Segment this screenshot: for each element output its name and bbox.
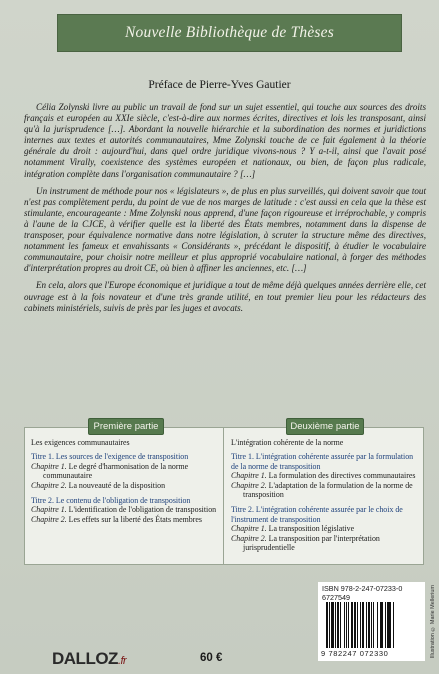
chapter-label: Chapitre 1. [31, 505, 67, 515]
part2-toc [231, 438, 421, 552]
chapter-label: Chapitre 2. [231, 480, 267, 490]
barcode [326, 602, 420, 648]
publisher-logo [52, 649, 126, 669]
part1-tab: Première partie [88, 418, 164, 435]
part2-t1-chapter2 [231, 481, 421, 500]
chapter-label: Chapitre 1. [31, 461, 67, 471]
preface-paragraph: En cela, alors que l'Europe économique et juridique a tout de même déjà quelques années derrière elle, cet ouvrage est à la fois novateur et d'une très grande utilité, en tout premier lieu pour les rédacteurs des cabinets ministériels, suivis de près par les juges et avocats. [24, 280, 426, 313]
chapter-text: La transposition législative [266, 524, 355, 534]
series-banner [57, 14, 402, 52]
part2-t2-chapter2 [231, 534, 421, 553]
preface-paragraph: Un instrument de méthode pour nos « législateurs », de plus en plus surveillés, qui doivent savoir que tout n'est pas complètement perdu, du point de vue de nos marges de latitude : c'est aussi en cela que la thèse est stimulante, encourageante : Mme Zolynski nous apprend, d'une façon rigoureuse et irréprochable, y compris à l'aune de la CJCE, à vérifier quelle est la liberté des États membres, notamment dans la dispense de transposer, pour équivalence normative dans notre législation, à scruter la structure même des directives, notamment les fameux et envahissants « Considérants », précédant le dispositif, à étudier le vocabulaire communautaire, pour choisir notre meilleur et plus approprié vocabulaire national, à forger des méthodes d'interprétation propres au droit CE, où bien à affiner les anciennes, etc. […] [24, 185, 426, 274]
chapter-text: La nouveauté de la disposition [66, 480, 166, 490]
part1-intro: Les exigences communautaires [31, 438, 130, 447]
preface-title: Préface de Pierre-Yves Gautier [148, 79, 291, 91]
publisher-name: DALLOZ [52, 649, 118, 668]
part1-t1-chapter2 [31, 481, 219, 490]
chapter-text: L'adaptation de la formulation de la norme de transposition [243, 480, 413, 500]
chapter-label: Chapitre 1. [231, 471, 267, 481]
ean-number: 9 782247 072330 [321, 649, 389, 658]
illustration-credit: Illustration © Marie Mellerium [430, 585, 436, 659]
series-title: Nouvelle Bibliothèque de Thèses [125, 24, 334, 41]
part1-t2-chapter1 [31, 505, 219, 514]
chapter-text: La formulation des directives communautaires [266, 471, 416, 481]
part2-titre1: Titre 1. L'intégration cohérente assurée par la formulation de la norme de transposition [231, 452, 414, 471]
part1-titre1: Titre 1. Les sources de l'exigence de transposition [31, 452, 189, 462]
part1-titre2: Titre 2. Le contenu de l'obligation de transposition [31, 496, 191, 506]
part2-tab: Deuxième partie [286, 418, 364, 435]
publisher-domain: .fr [117, 655, 127, 667]
chapter-text: Le degré d'harmonisation de la norme communautaire [43, 461, 189, 481]
chapter-text: La transposition par l'interprétation jurisprudentielle [243, 533, 380, 553]
barcode-bar [394, 602, 396, 648]
chapter-label: Chapitre 1. [231, 524, 267, 534]
chapter-text: Les effets sur la liberté des États membres [66, 514, 202, 524]
part2-t1-chapter1 [231, 471, 421, 480]
part2-t2-chapter1 [231, 524, 421, 533]
chapter-text: L'identification de l'obligation de transposition [66, 505, 217, 515]
part1-toc [31, 438, 219, 524]
part1-t1-chapter1 [31, 462, 219, 481]
chapter-label: Chapitre 2. [31, 514, 67, 524]
chapter-label: Chapitre 2. [231, 533, 267, 543]
product-code: 6727549 [322, 593, 350, 602]
preface-paragraph: Célia Zolynski livre au public un travail de fond sur un sujet essentiel, qui touche aux sources des droits français et européen au XXIe siècle, c'est-à-dire aux normes écrites, directives et lois les transposant, ainsi qu'à la jurisprudence […]. Abordant la nouvelle hiérarchie et la subordination des normes et juridictions internes aux textes et autorités communautaires, Mme Zolynski touche de ce fait également à la théorie générale du droit : aujourd'hui, dans quel ordre juridique vivons-nous ? Y a-t-il, ainsi que l'avait posé notamment Virally, coexistence des systèmes européen et nationaux, ou bien, de façon plus radicale, intégration complète dans l'organisation communautaire ? […] [24, 102, 426, 179]
isbn-number: ISBN 978-2-247-07233-0 [322, 584, 403, 593]
preface-text [24, 102, 426, 320]
isbn-info [322, 584, 402, 602]
part1-t2-chapter2 [31, 515, 219, 524]
part2-titre2: Titre 2. L'intégration cohérente assurée par le choix de l'instrument de transposition [231, 505, 403, 524]
chapter-label: Chapitre 2. [31, 480, 67, 490]
price: 60 € [200, 652, 223, 664]
part2-intro: L'intégration cohérente de la norme [231, 438, 344, 447]
